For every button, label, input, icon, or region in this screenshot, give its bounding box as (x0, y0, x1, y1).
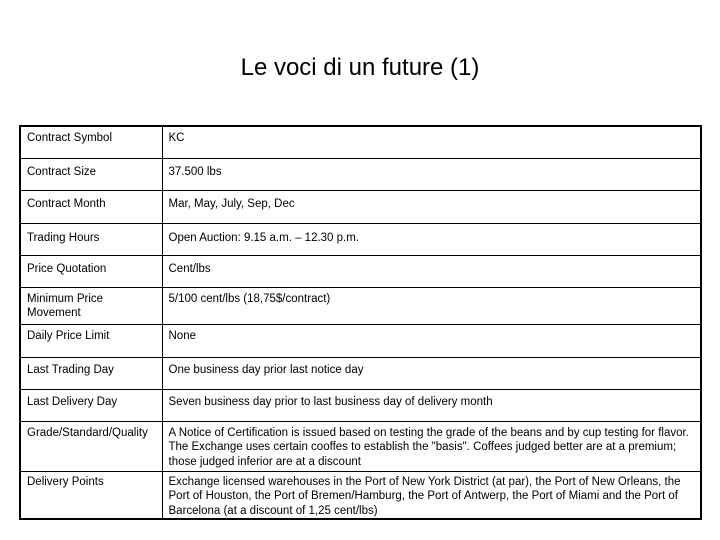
row-value: Mar, May, July, Sep, Dec (162, 190, 701, 223)
table-row (20, 255, 701, 287)
row-label: Daily Price Limit (20, 324, 162, 357)
table-row (20, 357, 701, 389)
row-value: KC (162, 126, 701, 158)
row-value: 5/100 cent/lbs (18,75$/contract) (162, 287, 701, 324)
contract-spec-table (19, 125, 702, 520)
row-label: Last Trading Day (20, 357, 162, 389)
row-value: Seven business day prior to last business day of delivery month (162, 389, 701, 421)
row-value: One business day prior last notice day (162, 357, 701, 389)
table-row (20, 223, 701, 255)
row-label: Contract Symbol (20, 126, 162, 158)
page-title: Le voci di un future (1) (240, 54, 480, 81)
table-row (20, 126, 701, 158)
row-label: Contract Size (20, 158, 162, 190)
table-row (20, 324, 701, 357)
table-row (20, 158, 701, 190)
row-label: Contract Month (20, 190, 162, 223)
row-value: None (162, 324, 701, 357)
row-value: Cent/lbs (162, 255, 701, 287)
row-value: A Notice of Certification is issued based on testing the grade of the beans and by cup testing for flavor. The Exchange uses certain cooffes to establish the "basis". Coffees judged better are at a premium; those judged inferior are at a discount (162, 421, 701, 471)
row-value: Open Auction: 9.15 a.m. – 12.30 p.m. (162, 223, 701, 255)
table-row (20, 389, 701, 421)
row-label: Minimum Price Movement (20, 287, 162, 324)
row-label: Price Quotation (20, 255, 162, 287)
row-value: Exchange licensed warehouses in the Port of New York District (at par), the Port of New Orleans, the Port of Houston, the Port of Bremen/Hamburg, the Port of Antwerp, the Port of Miami and the Port of Barcelona (at a discount of 1,25 cent/lbs) (162, 471, 701, 519)
row-label: Delivery Points (20, 471, 162, 519)
row-value: 37.500 lbs (162, 158, 701, 190)
row-label: Last Delivery Day (20, 389, 162, 421)
table-row (20, 190, 701, 223)
table-row (20, 287, 701, 324)
row-label: Grade/Standard/Quality (20, 421, 162, 471)
table-row (20, 471, 701, 519)
table-row (20, 421, 701, 471)
row-label: Trading Hours (20, 223, 162, 255)
